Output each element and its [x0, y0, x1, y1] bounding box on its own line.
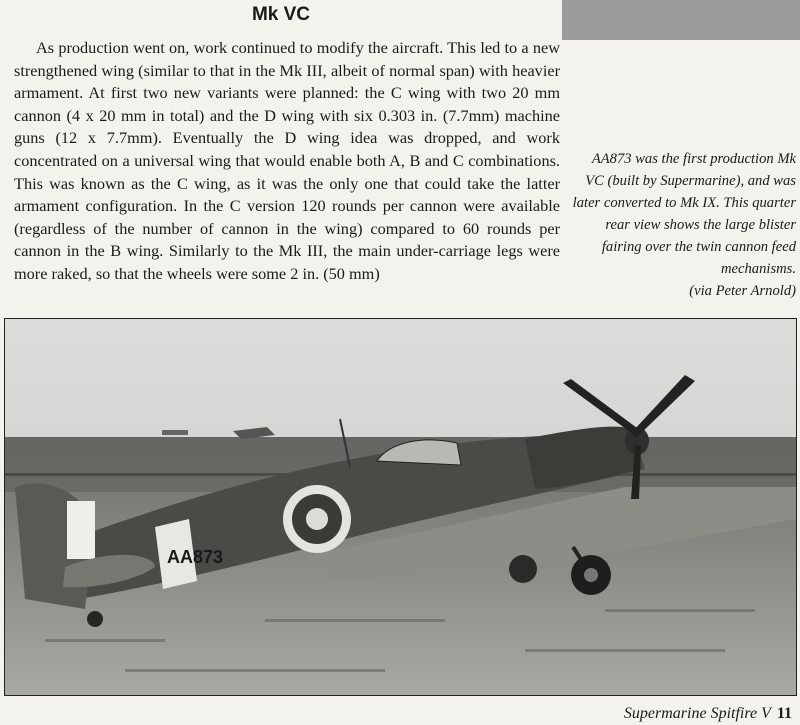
page-footer — [624, 705, 792, 723]
wheel-hub — [584, 568, 598, 582]
aircraft-serial: AA873 — [167, 547, 224, 567]
caption-credit: (via Peter Arnold) — [689, 283, 796, 299]
caption-text: AA873 was the first production Mk VC (built by Supermarine), and was later converted to Mk IX. This quarter rear view shows the large blister fairing over the twin cannon feed mechanisms. — [572, 151, 796, 277]
distant-vehicle — [162, 430, 188, 435]
book-title: Supermarine Spitfire V — [623, 705, 771, 722]
section-heading: Mk VC — [251, 4, 311, 25]
spitfire-photo — [4, 318, 797, 696]
roundel-centre — [306, 508, 328, 530]
photo-caption — [570, 148, 796, 302]
body-paragraph: As production went on, work continued to modify the aircraft. This led to a new strengthened wing (similar to that in the Mk III, albeit of normal span) with heavier armament. At first two new variants were planned: the C wing with two 20 mm cannon (4 x 20 mm in total) and the D wing with six 0.303 in. (7.7mm) machine guns (12 x 7.7mm). Eventually the D wing idea was dropped, and work concentrated on a universal wing that would enable both A, B and C combinations. This was known as the C wing, as it was the only one that could take the latter armament configuration. In the C version 120 rounds per cannon were available (regardless of the number of cannon in the wing) compared to 60 rounds per cannon in the B wing. Similarly to the Mk III, the main under-carriage legs were more raked, so that the wheels were some 2 in. (50 mm) — [14, 38, 560, 283]
page-number: 11 — [776, 705, 792, 722]
spitfire-photo-illustration — [5, 319, 796, 695]
fin-flash — [67, 501, 95, 559]
tail-wheel — [87, 611, 103, 627]
main-wheel — [509, 555, 537, 583]
body-text — [14, 37, 560, 286]
page-corner-tab — [562, 0, 800, 40]
